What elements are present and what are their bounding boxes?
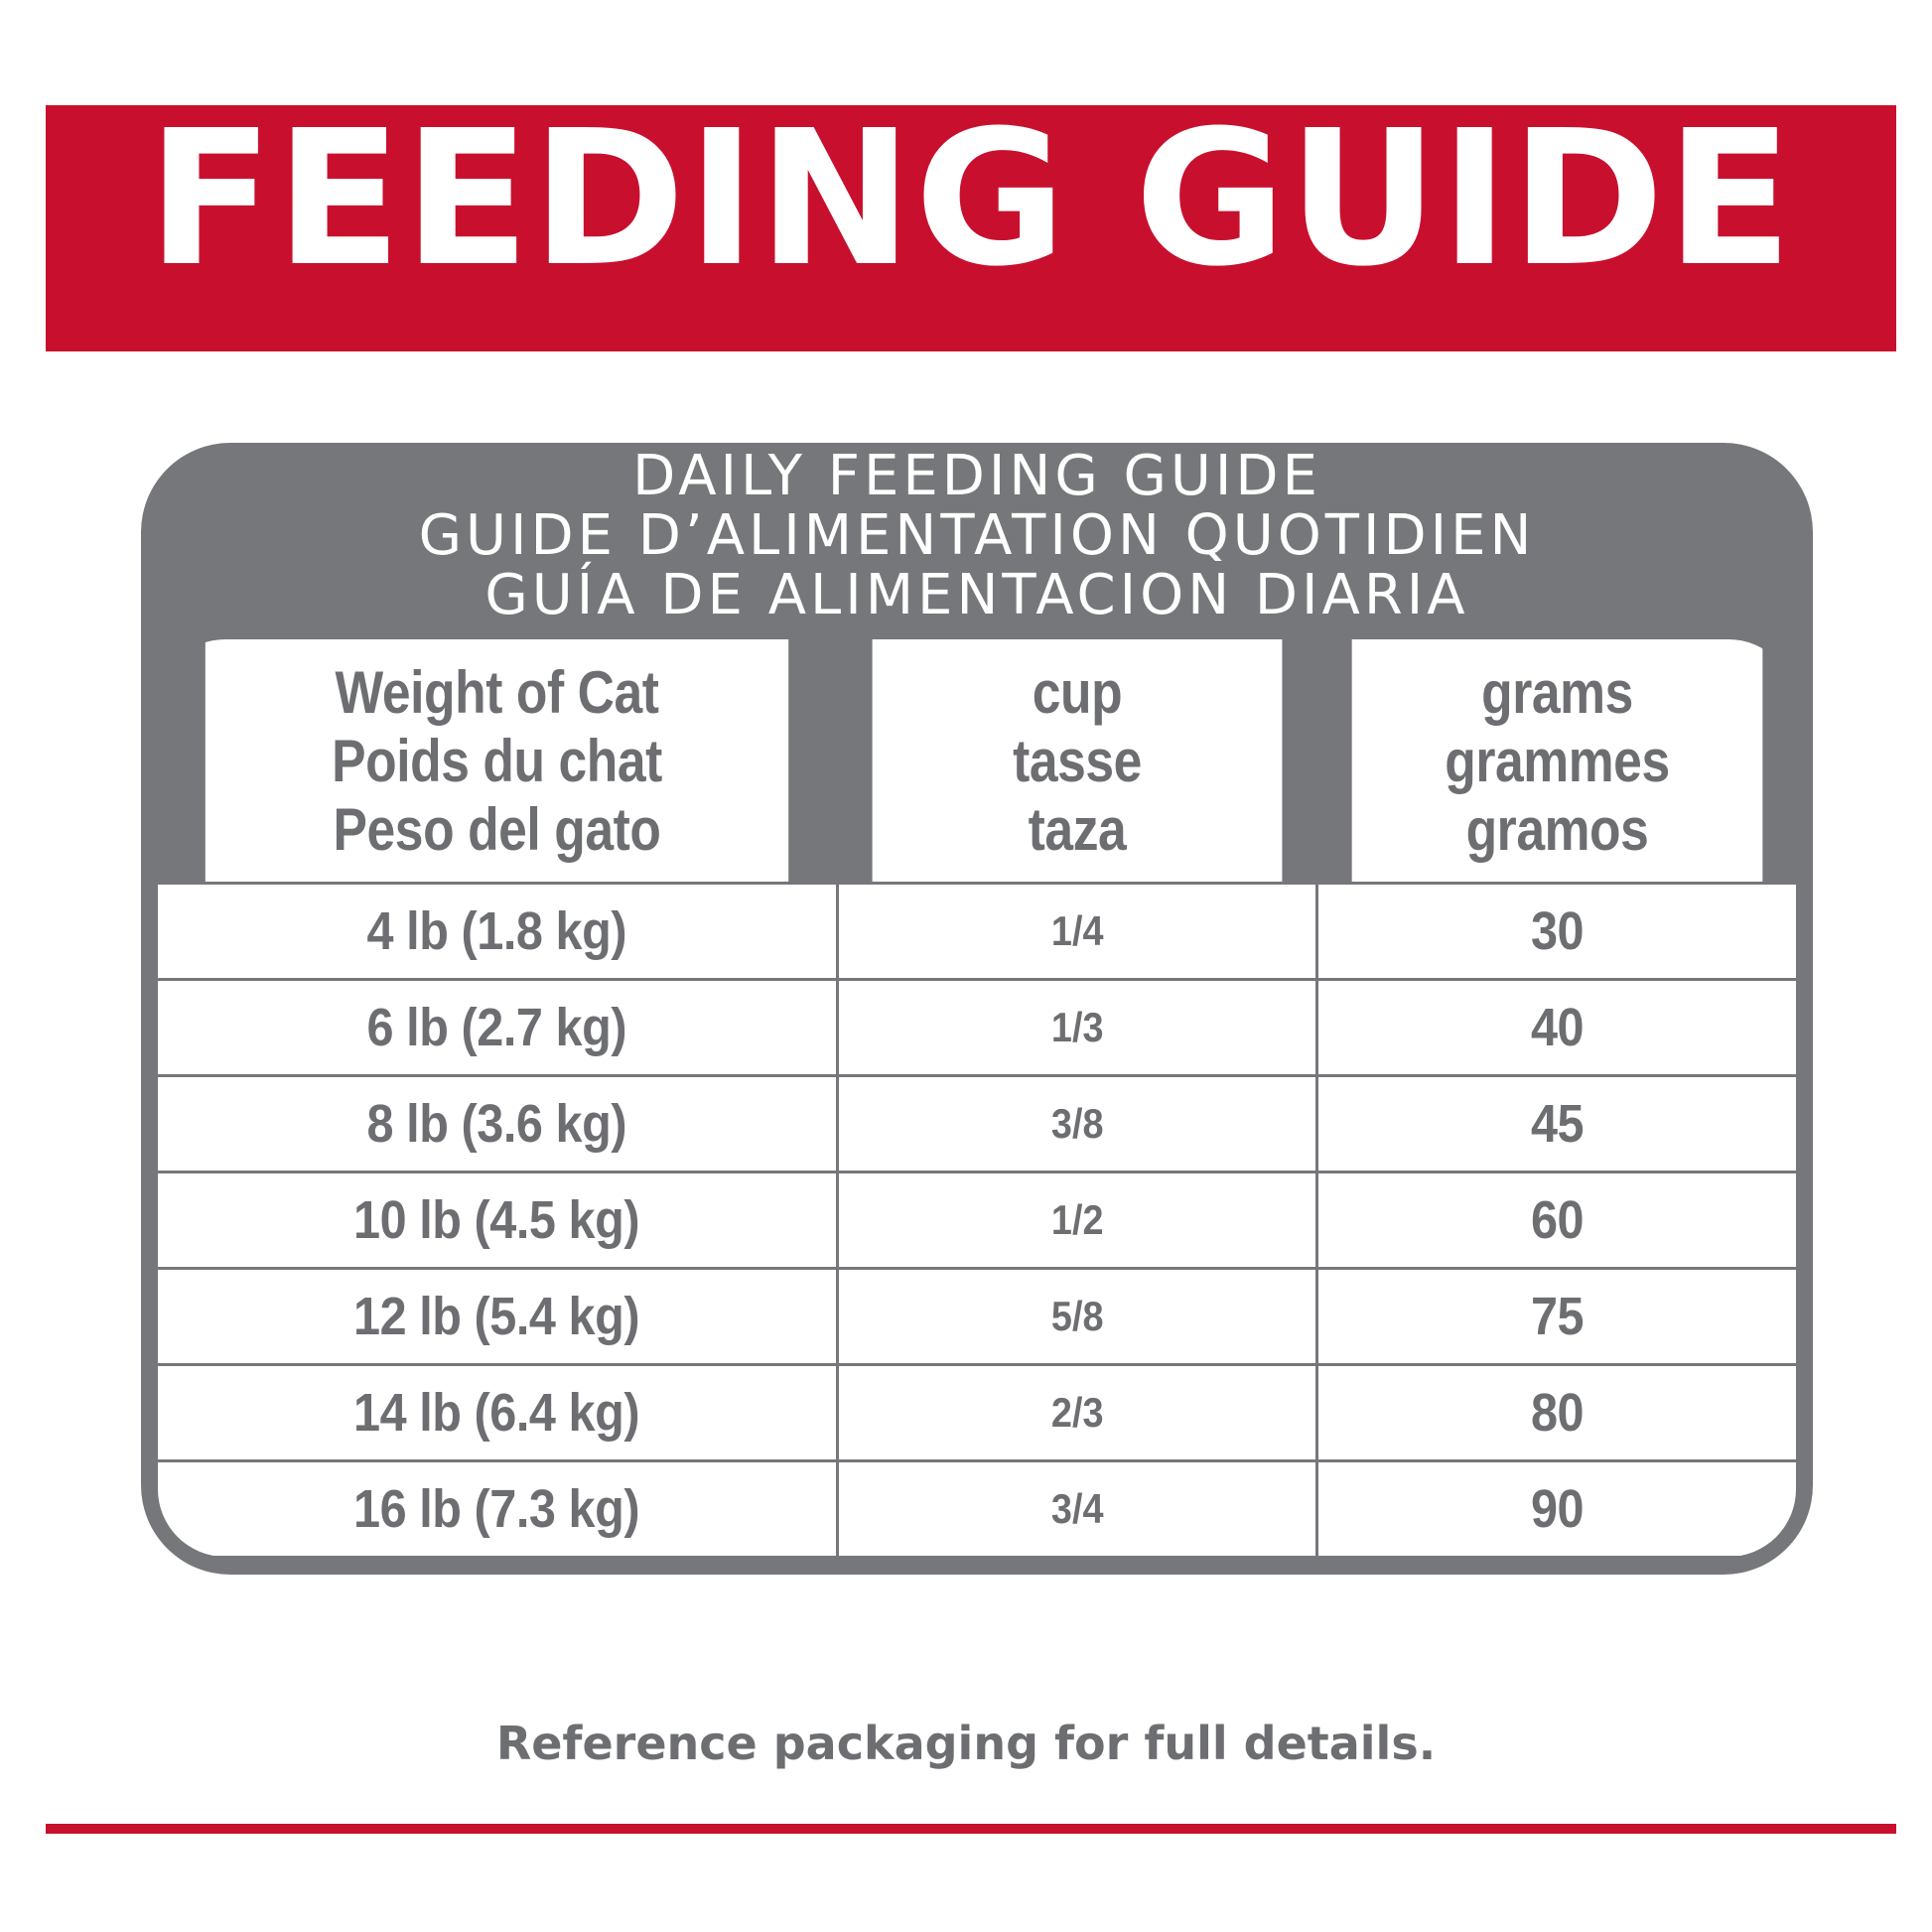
bottom-divider — [46, 1824, 1896, 1834]
table-cell-cup — [839, 1270, 1315, 1363]
grams-value: 40 — [1530, 998, 1585, 1057]
column-header-grams-en: grams — [1481, 658, 1633, 726]
table-cell-weight — [158, 1077, 836, 1171]
table-cell-cup — [839, 1173, 1315, 1267]
table-cell-cup — [839, 1077, 1315, 1171]
grams-value: 80 — [1530, 1383, 1585, 1443]
panel-title-english: DAILY FEEDING GUIDE — [632, 444, 1321, 508]
panel-title-spanish: GUÍA DE ALIMENTACION DIARIA — [484, 563, 1469, 627]
feeding-table — [158, 639, 1796, 1557]
daily-feeding-guide-panel — [141, 443, 1813, 1575]
column-header-cup-en: cup — [1032, 658, 1123, 726]
weight-value: 4 lb (1.8 kg) — [366, 901, 627, 961]
table-cell-grams — [1318, 1462, 1796, 1556]
panel-title-french: GUIDE D’ALIMENTATION QUOTIDIEN — [418, 503, 1536, 568]
table-cell-weight — [158, 1462, 836, 1556]
cup-value: 3/8 — [1050, 1100, 1104, 1147]
column-header-cup-fr: tasse — [1013, 727, 1142, 794]
weight-value: 8 lb (3.6 kg) — [366, 1094, 627, 1154]
table-cell-grams — [1318, 1173, 1796, 1267]
column-header-weight-en: Weight of Cat — [335, 658, 659, 726]
cup-value: 1/4 — [1050, 907, 1104, 954]
grams-value: 45 — [1530, 1094, 1585, 1154]
table-cell-grams — [1318, 1270, 1796, 1363]
column-header-weight-es: Peso del gato — [333, 795, 661, 863]
cup-value: 5/8 — [1050, 1293, 1104, 1339]
table-cell-cup — [839, 885, 1315, 978]
panel-title — [141, 444, 1813, 627]
weight-value: 14 lb (6.4 kg) — [353, 1383, 640, 1443]
feeding-table-frame — [158, 639, 1796, 1557]
table-cell-cup — [839, 1462, 1315, 1556]
table-cell-weight — [158, 885, 836, 978]
column-header-grams-fr: grammes — [1445, 727, 1670, 794]
table-cell-cup — [839, 1366, 1315, 1459]
cup-value: 1/2 — [1050, 1196, 1104, 1243]
grams-value: 90 — [1530, 1479, 1585, 1539]
column-header-cup-es: taza — [1028, 795, 1127, 863]
grams-value: 75 — [1530, 1287, 1585, 1346]
table-cell-grams — [1318, 981, 1796, 1074]
table-cell-grams — [1318, 885, 1796, 978]
grams-value: 30 — [1530, 901, 1585, 961]
weight-value: 12 lb (5.4 kg) — [353, 1287, 640, 1346]
weight-value: 16 lb (7.3 kg) — [353, 1479, 640, 1539]
table-cell-grams — [1318, 1366, 1796, 1459]
cup-value: 2/3 — [1050, 1389, 1104, 1436]
table-cell-weight — [158, 1173, 836, 1267]
cup-value: 3/4 — [1050, 1485, 1104, 1532]
table-cell-weight — [158, 1366, 836, 1459]
table-cell-grams — [1318, 1077, 1796, 1171]
column-header-weight-fr: Poids du chat — [332, 727, 662, 794]
cup-value: 1/3 — [1050, 1004, 1104, 1050]
column-header-grams — [1352, 639, 1763, 882]
column-header-cup — [873, 639, 1283, 882]
column-header-weight — [206, 639, 788, 882]
grams-value: 60 — [1530, 1190, 1585, 1250]
page-title: FEEDING GUIDE — [147, 90, 1795, 308]
table-cell-weight — [158, 1270, 836, 1363]
table-cell-weight — [158, 981, 836, 1074]
feeding-guide-banner — [46, 90, 1896, 351]
table-cell-cup — [839, 981, 1315, 1074]
weight-value: 6 lb (2.7 kg) — [366, 998, 627, 1057]
column-header-grams-es: gramos — [1465, 795, 1649, 863]
weight-value: 10 lb (4.5 kg) — [353, 1190, 640, 1250]
reference-note: Reference packaging for full details. — [495, 1717, 1437, 1770]
